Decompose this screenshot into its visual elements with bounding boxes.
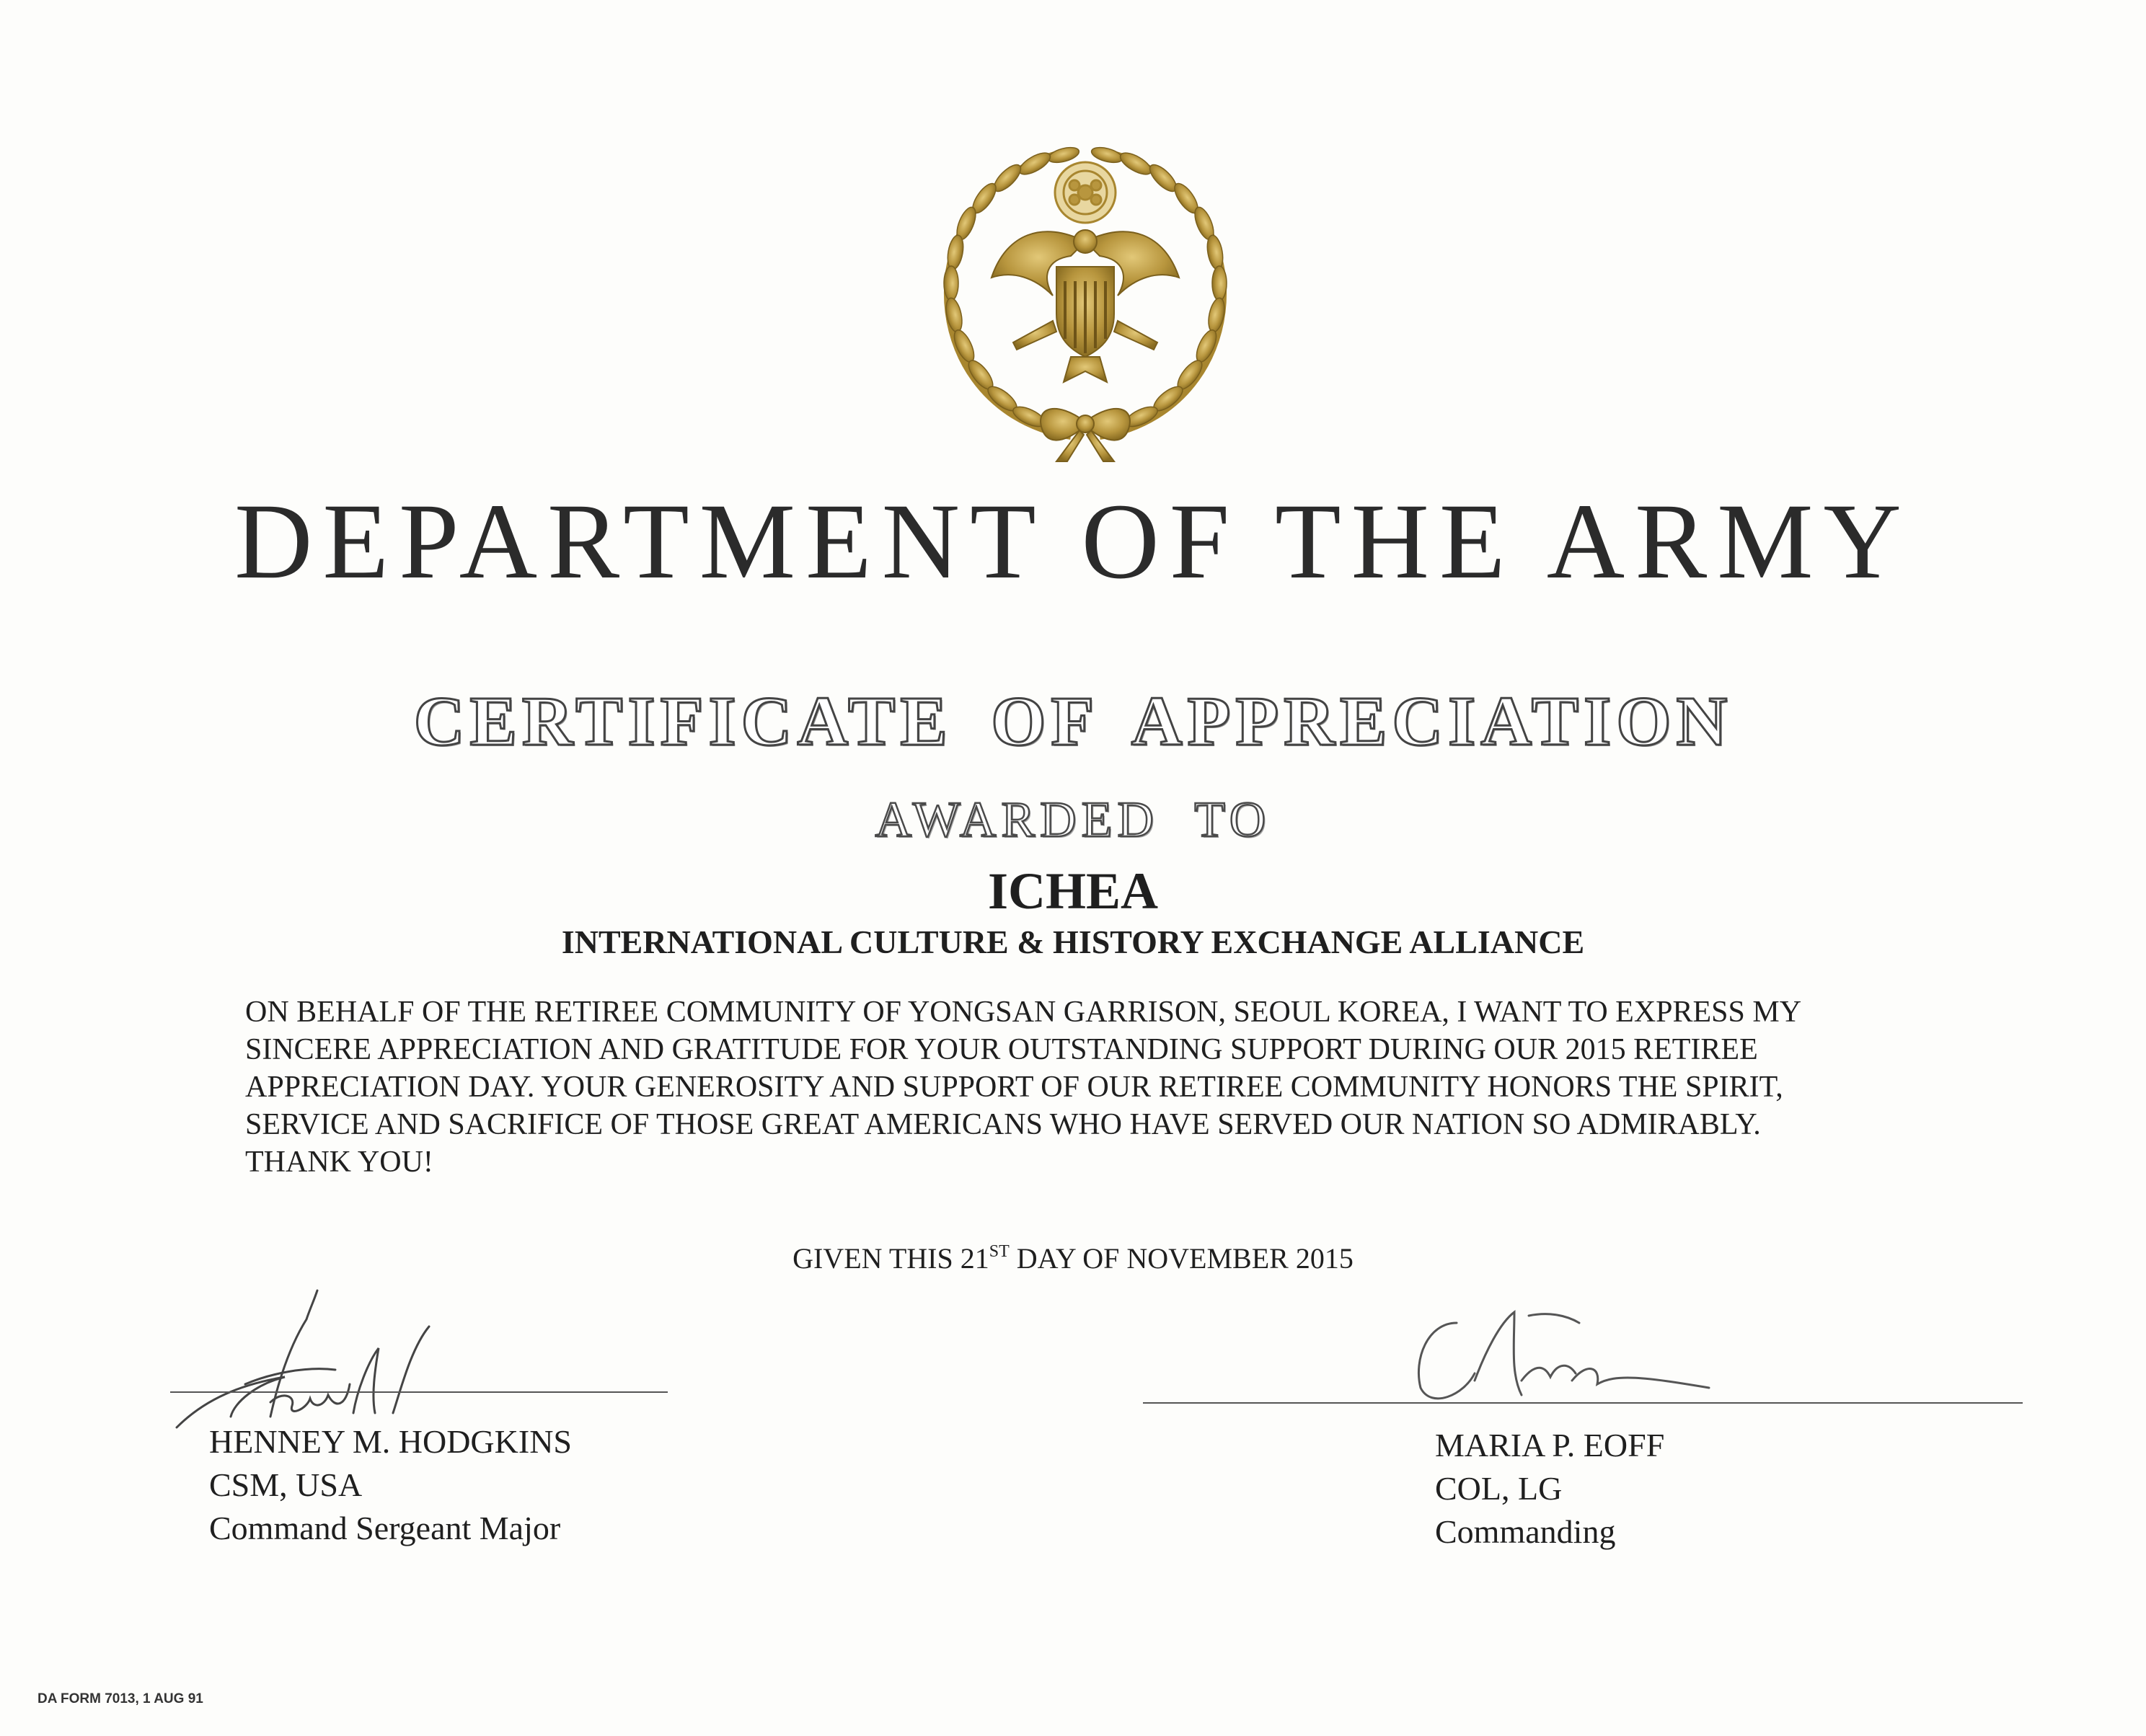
citation-line: SERVICE AND SACRIFICE OF THOSE GREAT AMERICANS WHO HAVE SERVED OUR NATION SO ADMIRABLY. <box>245 1108 1761 1141</box>
signature-right-handwritten <box>1406 1294 1731 1417</box>
signer-block-left <box>209 1420 572 1550</box>
department-title: DEPARTMENT OF THE ARMY <box>234 482 1912 601</box>
signer-title: Commanding <box>1435 1513 1616 1550</box>
given-date-prefix: GIVEN THIS 21 <box>792 1242 989 1275</box>
signature-line-left <box>170 1391 668 1393</box>
army-seal-emblem <box>927 133 1244 465</box>
citation-line: THANK YOU! <box>245 1146 433 1179</box>
given-date-suffix: DAY OF NOVEMBER 2015 <box>1009 1242 1354 1275</box>
awarded-to-label: AWARDED TO <box>875 792 1271 848</box>
signature-line-right <box>1143 1402 2023 1404</box>
given-date-line <box>0 1241 2146 1275</box>
signer-block-right <box>1435 1424 1664 1554</box>
citation-line: APPRECIATION DAY. YOUR GENEROSITY AND SUPPORT OF OUR RETIREE COMMUNITY HONORS THE SPIRIT, <box>245 1071 1783 1104</box>
signer-rank: COL, LG <box>1435 1470 1563 1507</box>
certificate-title: CERTIFICATE OF APPRECIATION <box>413 683 1733 761</box>
ribbon-bow <box>1041 409 1130 461</box>
citation-body <box>245 993 1925 1181</box>
signature-left-handwritten <box>162 1276 487 1435</box>
eagle-emblem <box>992 230 1179 382</box>
signer-title: Command Sergeant Major <box>209 1510 561 1546</box>
signer-name: HENNEY M. HODGKINS <box>209 1423 572 1460</box>
signer-name: MARIA P. EOFF <box>1435 1427 1665 1463</box>
citation-line: ON BEHALF OF THE RETIREE COMMUNITY OF YONGSAN GARRISON, SEOUL KOREA, I WANT TO EXPRESS MY <box>245 996 1802 1029</box>
given-date-ordinal: ST <box>989 1242 1010 1261</box>
constellation-glory <box>1055 162 1116 223</box>
citation-line: SINCERE APPRECIATION AND GRATITUDE FOR YOUR OUTSTANDING SUPPORT DURING OUR 2015 RETIREE <box>245 1033 1758 1066</box>
form-identifier: DA FORM 7013, 1 AUG 91 <box>37 1691 203 1706</box>
recipient-acronym: ICHEA <box>987 862 1159 920</box>
recipient-full-name: INTERNATIONAL CULTURE & HISTORY EXCHANGE ALLIANCE <box>561 924 1585 960</box>
signer-rank: CSM, USA <box>209 1466 363 1503</box>
